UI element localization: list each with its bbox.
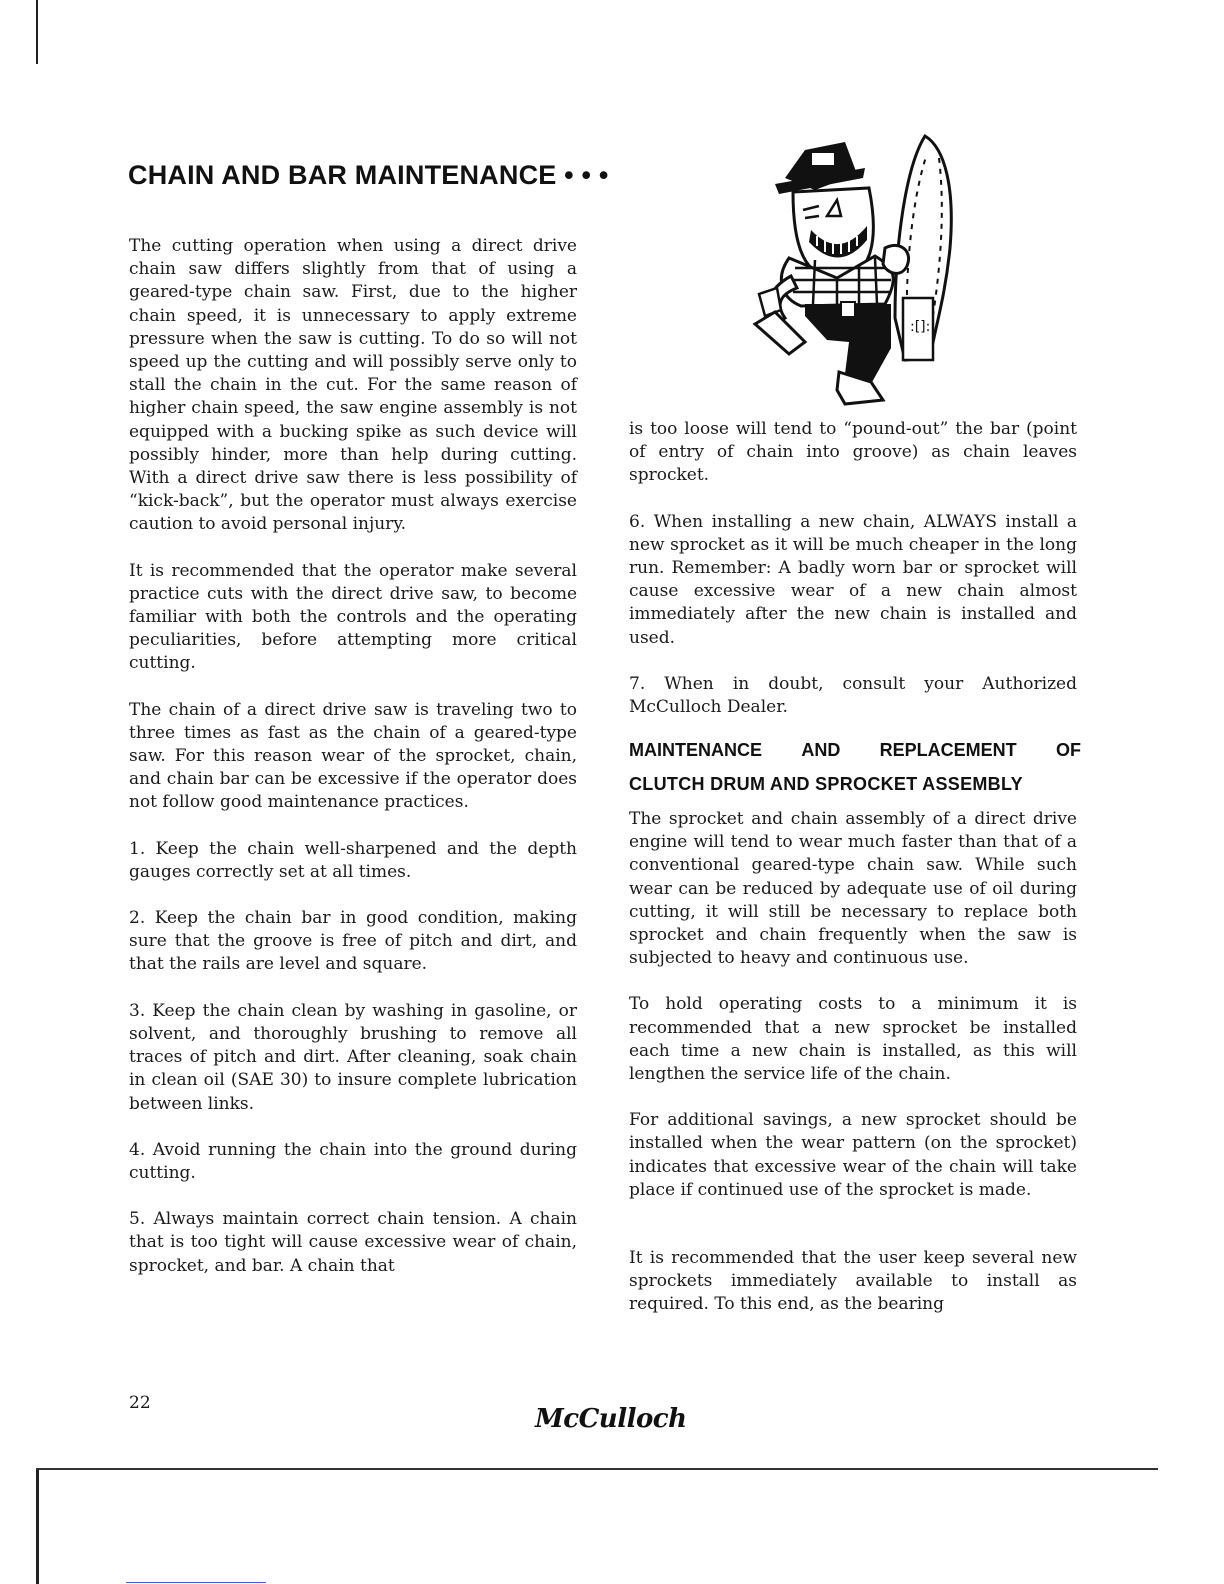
left-column-text <box>129 235 577 1301</box>
paragraph: The cutting operation when using a direct drive chain saw differs slightly from that of using a geared-type chain saw. First, due to the higher chain speed, it is unnecessary to apply extreme pressure when the saw is cutting. To do so will not speed up the cutting and will possibly serve only to stall the chain in the cut. For the same reason of higher chain speed, the saw engine assembly is not equipped with a bucking spike as such device will possibly hinder, more than help during cutting. With a direct drive saw there is less possibility of “kick-back”, but the operator must always exercise caution to avoid personal injury. <box>129 236 577 535</box>
section-heading-line-1 <box>629 740 1081 761</box>
page-edge-mark-top <box>36 0 38 64</box>
heading-word: AND <box>801 740 841 760</box>
paragraph: The sprocket and chain assembly of a direct drive engine will tend to wear much faster than that of a conventional geared-type chain saw. While such wear can be reduced by adequate use of oil during cutting, it will still be necessary to replace both sprocket and chain frequently when the saw is subjected to heavy and continuous use. <box>629 809 1077 969</box>
list-item: 2. Keep the chain bar in good condition, making sure that the groove is free of pitch and dirt, and that the rails are level and square. <box>129 908 577 975</box>
list-item: 7. When in doubt, consult your Authorized McCulloch Dealer. <box>629 673 1077 718</box>
paragraph: It is recommended that the operator make several practice cuts with the direct drive saw, to become familiar with both the controls and the operating peculiarities, before attempting more critical cutting. <box>129 560 577 674</box>
page-number: 22 <box>129 1393 151 1413</box>
bottom-accent-rule <box>126 1582 266 1583</box>
paragraph: For additional savings, a new sprocket should be installed when the wear pattern (on the sprocket) indicates that excessive wear of the chain will take place if continued use of the sprocket is made. <box>629 1110 1077 1200</box>
list-item: 4. Avoid running the chain into the ground during cutting. <box>129 1139 577 1183</box>
heading-word: REPLACEMENT <box>879 740 1017 760</box>
paragraph: It is recommended that the user keep several new sprockets immediately available to install as required. To this end, as the bearing <box>629 1248 1077 1315</box>
page-title: CHAIN AND BAR MAINTENANCE • • • <box>128 160 609 190</box>
right-column-top-text <box>629 418 1077 742</box>
lumberjack-mascot-illustration <box>745 128 980 408</box>
heading-word: MAINTENANCE <box>629 740 762 760</box>
list-item: 6. When installing a new chain, ALWAYS install a new sprocket as it will be much cheaper in the long run. Remember: A badly worn bar or sprocket will cause excessive wear of a new chain almost immediately after the new chain is installed and used. <box>629 511 1077 648</box>
svg-text::[]:: :[]: <box>910 319 931 335</box>
list-item: 5. Always maintain correct chain tension. A chain that is too tight will cause excessive wear of chain, sprocket, and bar. A chain that <box>129 1209 577 1276</box>
page-edge-mark-bottom <box>36 1470 39 1584</box>
bottom-rule <box>36 1468 1158 1470</box>
paragraph: The chain of a direct drive saw is traveling two to three times as fast as the chain of a geared-type saw. For this reason wear of the sprocket, chain, and chain bar can be excessive if the operator does not follow good maintenance practices. <box>129 699 577 813</box>
list-item: 1. Keep the chain well-sharpened and the depth gauges correctly set at all times. <box>129 838 577 882</box>
right-column-bottom-text <box>629 808 1077 1340</box>
list-item: 3. Keep the chain clean by washing in gasoline, or solvent, and thoroughly brushing to remove all traces of pitch and dirt. After cleaning, soak chain in clean oil (SAE 30) to insure complete lubrication between links. <box>129 1000 577 1114</box>
paragraph: is too loose will tend to “pound-out” the bar (point of entry of chain into groove) as chain leaves sprocket. <box>629 419 1077 486</box>
section-heading-line-2: CLUTCH DRUM AND SPROCKET ASSEMBLY <box>629 774 1023 794</box>
paragraph: To hold operating costs to a minimum it is recommended that a new sprocket be installed each time a new chain is installed, as this will lengthen the service life of the chain. <box>629 994 1077 1085</box>
heading-word: OF <box>1056 740 1081 760</box>
brand-logo: McCulloch <box>535 1404 687 1434</box>
